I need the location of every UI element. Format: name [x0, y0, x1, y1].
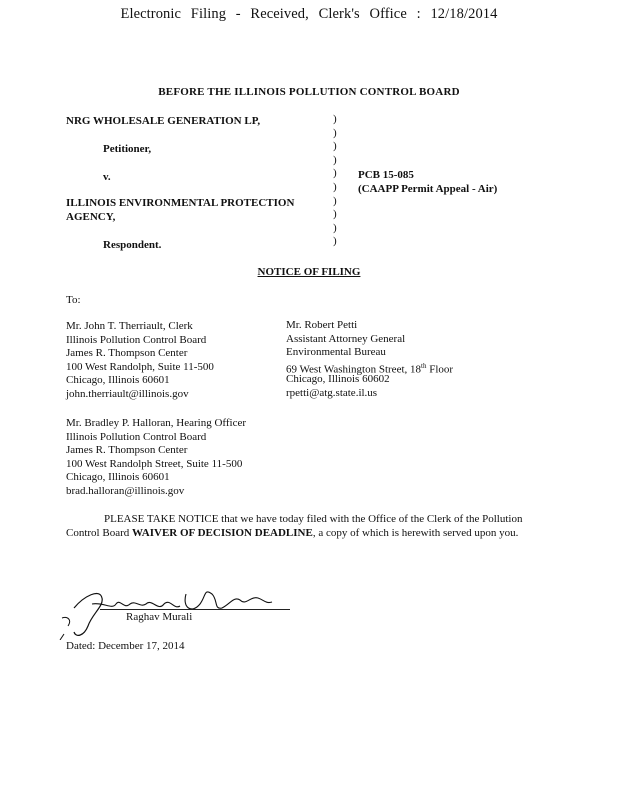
petitioner-role: Petitioner, [103, 143, 152, 155]
dated-line: Dated: December 17, 2014 [66, 640, 185, 652]
case-type: (CAAPP Permit Appeal - Air) [358, 183, 498, 195]
signer-name: Raghav Murali [126, 611, 193, 623]
notice-title: NOTICE OF FILING [257, 266, 361, 278]
handwritten-signature [54, 574, 304, 640]
petitioner-name: NRG WHOLESALE GENERATION LP, [66, 115, 261, 127]
board-title: BEFORE THE ILLINOIS POLLUTION CONTROL BOARD [158, 86, 460, 98]
filing-stamp-header: Electronic Filing - Received, Clerk's Office : 12/18/2014 [120, 6, 498, 22]
versus: v. [103, 171, 111, 183]
respondent-role: Respondent. [103, 239, 162, 251]
recipient-hearing-officer: Mr. Bradley P. Halloran, Hearing Officer Illinois Pollution Control Board James R. Thompson Center 100 West Randolph Street, Suite 11-500 Chicago, Illinois 60601 brad.halloran@illinois.gov [66, 417, 247, 497]
respondent-name-line1: ILLINOIS ENVIRONMENTAL PROTECTION [66, 197, 295, 209]
case-number: PCB 15-085 [358, 169, 414, 181]
recipient-clerk: Mr. John T. Therriault, Clerk Illinois Pollution Control Board James R. Thompson Center 100 West Randolph, Suite 11-500 Chicago, Illinois 60601 john.therriault@illinois.gov [66, 320, 214, 400]
recipient-attorney-general: Mr. Robert Petti Assistant Attorney General Environmental Bureau 69 West Washington Street, 18th Floor Chicago, Illinois 60602 rpetti@atg.state.il.us [286, 319, 454, 399]
signature-line [100, 609, 290, 610]
respondent-name-line2: AGENCY, [66, 211, 116, 223]
caption-parens: ) ) ) ) ) ) ) ) ) ) [333, 113, 337, 248]
to-label: To: [66, 294, 81, 306]
notice-paragraph: PLEASE TAKE NOTICE that we have today filed with the Office of the Clerk of the Pollution Control Board WAIVER OF DECISION DEADLINE, a copy of which is herewith served upon you. [66, 513, 523, 539]
